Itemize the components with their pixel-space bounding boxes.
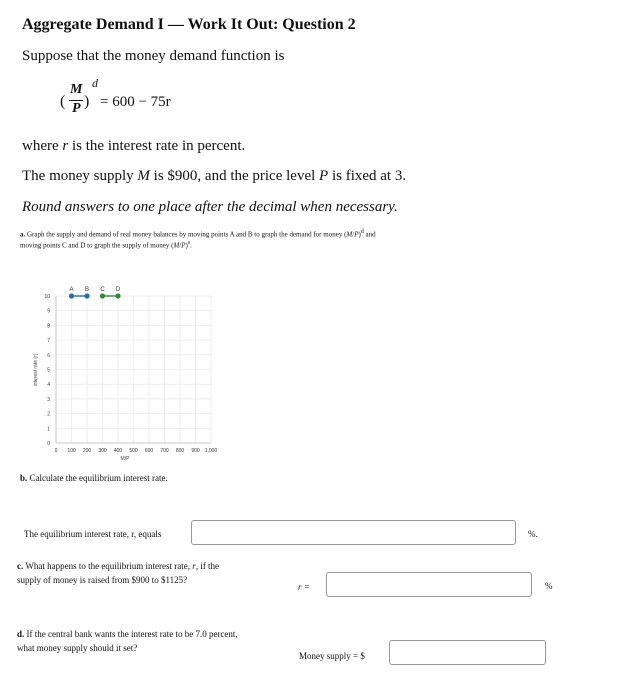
part-d-answer-label: Money supply = $: [299, 651, 365, 661]
x-tick-label: 0: [54, 448, 58, 454]
graph-tick-labels: [44, 294, 217, 454]
part-d-line1: If the central bank wants the interest rate to be 7.0 percent,: [24, 629, 238, 639]
x-tick-label: 100: [67, 448, 76, 454]
part-a-line2: moving points C and D to graph the supply of money (: [20, 241, 174, 250]
supply-m: M: [137, 168, 150, 184]
x-tick-label: 700: [160, 448, 169, 454]
page-title: Aggregate Demand I — Work It Out: Question 2: [22, 16, 356, 33]
part-c-answer-label: r =: [298, 582, 310, 592]
x-axis-title: M/P: [120, 456, 130, 462]
part-a-frac1-num: M: [346, 230, 353, 239]
y-tick-label: 5: [47, 367, 50, 374]
point-c-handle[interactable]: [100, 293, 105, 298]
part-c-question-line2: supply of money is raised from $900 to $1125?: [17, 575, 188, 585]
y-tick-label: 8: [47, 323, 50, 330]
part-a-sup1: d: [360, 229, 364, 235]
part-b-unit: %.: [528, 529, 538, 539]
money-supply-statement: [22, 168, 406, 185]
x-tick-label: 200: [82, 448, 92, 454]
x-tick-label: 600: [144, 448, 154, 454]
new-rate-input[interactable]: [326, 572, 532, 597]
supply-p2: is $900, and the price level: [149, 168, 320, 184]
x-tick-label: 300: [98, 448, 107, 454]
part-a-frac1-den: P: [354, 230, 359, 239]
money-market-graph[interactable]: [28, 280, 228, 465]
part-a-line1-end: and: [363, 230, 376, 239]
close-paren: ): [84, 93, 90, 110]
x-tick-label: 500: [129, 448, 138, 454]
y-tick-label: 4: [47, 382, 50, 389]
intro-text: Suppose that the money demand function is: [22, 48, 285, 64]
part-a-frac2-num: M: [173, 241, 180, 250]
part-b-question: [20, 472, 168, 485]
supply-p1: The money supply: [22, 168, 138, 184]
rounding-instruction: Round answers to one place after the decimal when necessary.: [22, 199, 398, 215]
part-d-question-line2: what money supply should it set?: [17, 643, 138, 653]
x-tick-label: 900: [191, 448, 200, 454]
y-tick-label: 10: [44, 294, 50, 300]
y-tick-label: 6: [47, 352, 50, 359]
point-a-label: A: [69, 287, 74, 293]
point-d-handle[interactable]: [115, 293, 120, 298]
graph-points[interactable]: [69, 287, 121, 299]
x-tick-label: 1,000: [204, 448, 218, 454]
x-tick-label: 800: [175, 448, 185, 454]
part-d-label: d.: [17, 629, 25, 639]
part-c-question-line1: [17, 560, 219, 573]
part-a-line1: Graph the supply and demand of real money balances by moving points A and B to graph the demand for money (: [25, 230, 347, 239]
money-supply-input[interactable]: [389, 640, 546, 665]
y-tick-label: 9: [47, 308, 50, 315]
point-b-handle[interactable]: [84, 293, 89, 298]
y-tick-label: 7: [47, 338, 50, 345]
part-b-text: Calculate the equilibrium interest rate.: [27, 473, 168, 483]
part-c-var: r: [192, 561, 196, 571]
supply-p: P: [319, 168, 329, 184]
part-a-sup2: s: [187, 240, 191, 246]
equation-rhs: = 600 − 75r: [100, 94, 171, 110]
y-tick-label: 1: [47, 426, 50, 433]
y-tick-label: 3: [47, 396, 50, 403]
point-c-label: C: [100, 287, 105, 293]
money-demand-equation: [60, 76, 220, 122]
point-a-handle[interactable]: [69, 293, 74, 298]
equation-numerator: M: [70, 82, 83, 97]
rate-text-before: where: [22, 138, 63, 154]
y-tick-label: 0: [47, 441, 50, 447]
part-b-answer-label: The equilibrium interest rate, r, equals: [24, 529, 162, 539]
graph-grid: [56, 296, 211, 443]
part-c-label: c.: [17, 561, 24, 571]
part-a-label: a.: [20, 230, 26, 239]
x-tick-label: 400: [113, 448, 123, 454]
point-b-label: B: [84, 287, 90, 293]
point-d-label: D: [115, 287, 121, 293]
equilibrium-rate-input[interactable]: [191, 520, 516, 545]
part-a-frac2-den: P: [181, 241, 186, 250]
part-c-line1-end: , if the: [195, 561, 220, 571]
equation-denominator: P: [72, 101, 81, 116]
part-c-line1: What happens to the equilibrium interest rate,: [23, 561, 193, 571]
interest-rate-definition: [22, 138, 245, 155]
part-d-question-line1: [17, 628, 238, 641]
y-axis-title: interest rate (r): [33, 353, 39, 387]
part-c-unit: %: [545, 581, 553, 591]
open-paren: (: [60, 93, 66, 110]
rate-text-after: is the interest rate in percent.: [68, 138, 246, 154]
y-tick-label: 2: [47, 411, 50, 418]
equation-superscript: d: [92, 76, 98, 90]
part-a-line2-end: .: [190, 241, 192, 250]
rate-var: r: [62, 138, 69, 154]
part-a-instruction-line1: a. Graph the supply and demand of real money balances by moving points A and B to graph the demand for money $(M/P)^d$ and: [20, 229, 376, 239]
supply-p3: is fixed at 3.: [328, 168, 407, 184]
part-a-instruction-line2: moving points C and D to graph the supply of money $(M/P)^s$.: [20, 240, 192, 250]
part-b-label: b.: [20, 473, 28, 483]
